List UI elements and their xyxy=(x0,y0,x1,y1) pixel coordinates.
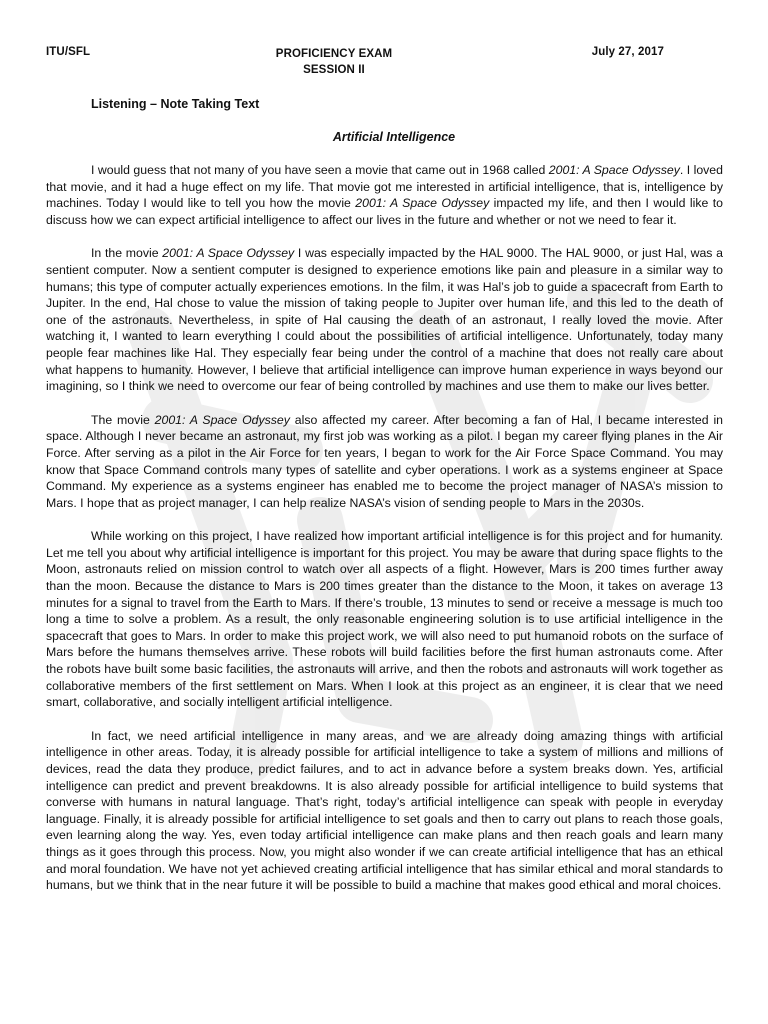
header-exam-title xyxy=(0,46,668,78)
movie-title-italic: 2001: A Space Odyssey xyxy=(355,196,490,211)
section-title: Listening – Note Taking Text xyxy=(91,97,260,111)
paragraph: I would guess that not many of you have seen a movie that came out in 1968 called 2001: A Space Odyssey. I loved that movie, and it had a huge effect on my life. That movie got me interested in artificial intelligence, that is, intelligence by machines. Today I would like to tell you how the movie 2001: A Space Odyssey impacted my life, and then I would like to discuss how we can expect artificial intelligence to affect our lives in the future and whether or not we need to fear it. xyxy=(46,163,723,227)
paragraph: The movie 2001: A Space Odyssey also affected my career. After becoming a fan of Hal, I became interested in space. Although I never became an astronaut, my first job was working as a pilot. I began my career flying planes in the Air Force. After serving as a pilot in the Air Force for ten years, I began to work for the Air Force Space Command. You may know that Space Command controls many types of satellite and cyber operations. I work as a systems engineer at Space Command. My experience as a systems engineer has enabled me to become the project manager of NASA’s mission to Mars. I hope that as project manager, I can help realize NASA’s vision of sending people to Mars in the 2030s. xyxy=(46,412,724,510)
movie-title-italic: 2001: A Space Odyssey xyxy=(154,412,290,427)
header-session: SESSION II xyxy=(303,64,365,76)
paragraph: In fact, we need artificial intelligence in many areas, and we are already doing amazing things with artificial intelligence in other areas. Today, it is already possible for artificial intelligence to take a system of millions and millions of devices, read the data they produce, predict failures, and to act in advance before a system breaks down. Yes, artificial intelligence can predict and prevent breakdowns. It is also already possible for artificial intelligence to build systems that converse with humans in natural language. That’s right, today’s artificial intelligence can speak with people in everyday language. Finally, it is already possible for artificial intelligence to set goals and then to carry out plans to reach those goals, even learning along the way. Yes, even today artificial intelligence can make plans and then reach goals and learn many things as it goes through this process. Now, you might also wonder if we can create artificial intelligence that has an ethical and moral foundation. We have not yet achieved creating artificial intelligence that has similar ethical and moral standards to humans, but we think that in the near future it will be possible to build a machine that makes good ethical and moral choices. xyxy=(46,728,723,893)
article-title: Artificial Intelligence xyxy=(332,130,456,144)
article-body xyxy=(46,162,723,911)
paragraph: In the movie 2001: A Space Odyssey I was especially impacted by the HAL 9000. The HAL 9000, or just Hal, was a sentient computer. Now a sentient computer is designed to experience emotions like pain and pleasure in a similar way to humans; this type of computer actually experiences emotions. In the film, it was Hal’s job to guide a spacecraft from Earth to Jupiter. In the end, Hal chose to value the mission of taking people to Jupiter over human life, and this led to the death of one of the astronauts. Nevertheless, in spite of Hal causing the death of an astronaut, I really loved the movie. After watching it, I wanted to learn everything I could about the possibilities of artificial intelligence. Unfortunately, today many people fear machines like Hal. They especially fear being under the control of a machine that does not really care about what happens to humanity. However, I believe that artificial intelligence can improve human experience in ways beyond our imagining, so I think we need to overcome our fear of being controlled by machines and use them to make our lives better. xyxy=(46,246,723,394)
movie-title-italic: 2001: A Space Odyssey xyxy=(162,246,295,261)
header-left-code: ITU/SFL xyxy=(46,46,91,58)
header-exam-name: PROFICIENCY EXAM xyxy=(275,48,393,60)
movie-title-italic: 2001: A Space Odyssey xyxy=(548,163,680,177)
header-date: July 27, 2017 xyxy=(591,46,664,58)
paragraph: While working on this project, I have realized how important artificial intelligence is for this project and for humanity. Let me tell you about why artificial intelligence is important for this project. You may be aware that during space flights to the Moon, astronauts relied on mission control to watch over all aspects of a flight. However, Mars is 200 times further away than the moon. Because the distance to Mars is 200 times greater than the distance to the Moon, it takes on average 13 minutes for a signal to travel from the Earth to Mars. If there’s trouble, 13 minutes to send or receive a message is much too long a time to solve a problem. As a result, the only reasonable engineering solution is to use artificial intelligence in the spacecraft that goes to Mars. In order to make this project work, we will also need to put humanoid robots on the surface of Mars before the humans themselves arrive. These robots will build facilities before the first human astronauts come. After the robots have built some basic facilities, the astronauts will arrive, and then the robots and astronauts will work together as collaborative members of the first settlement on Mars. When I look at this project as an engineer, it is clear that we need smart, collaborative, and socially intelligent artificial intelligence. xyxy=(46,529,723,710)
